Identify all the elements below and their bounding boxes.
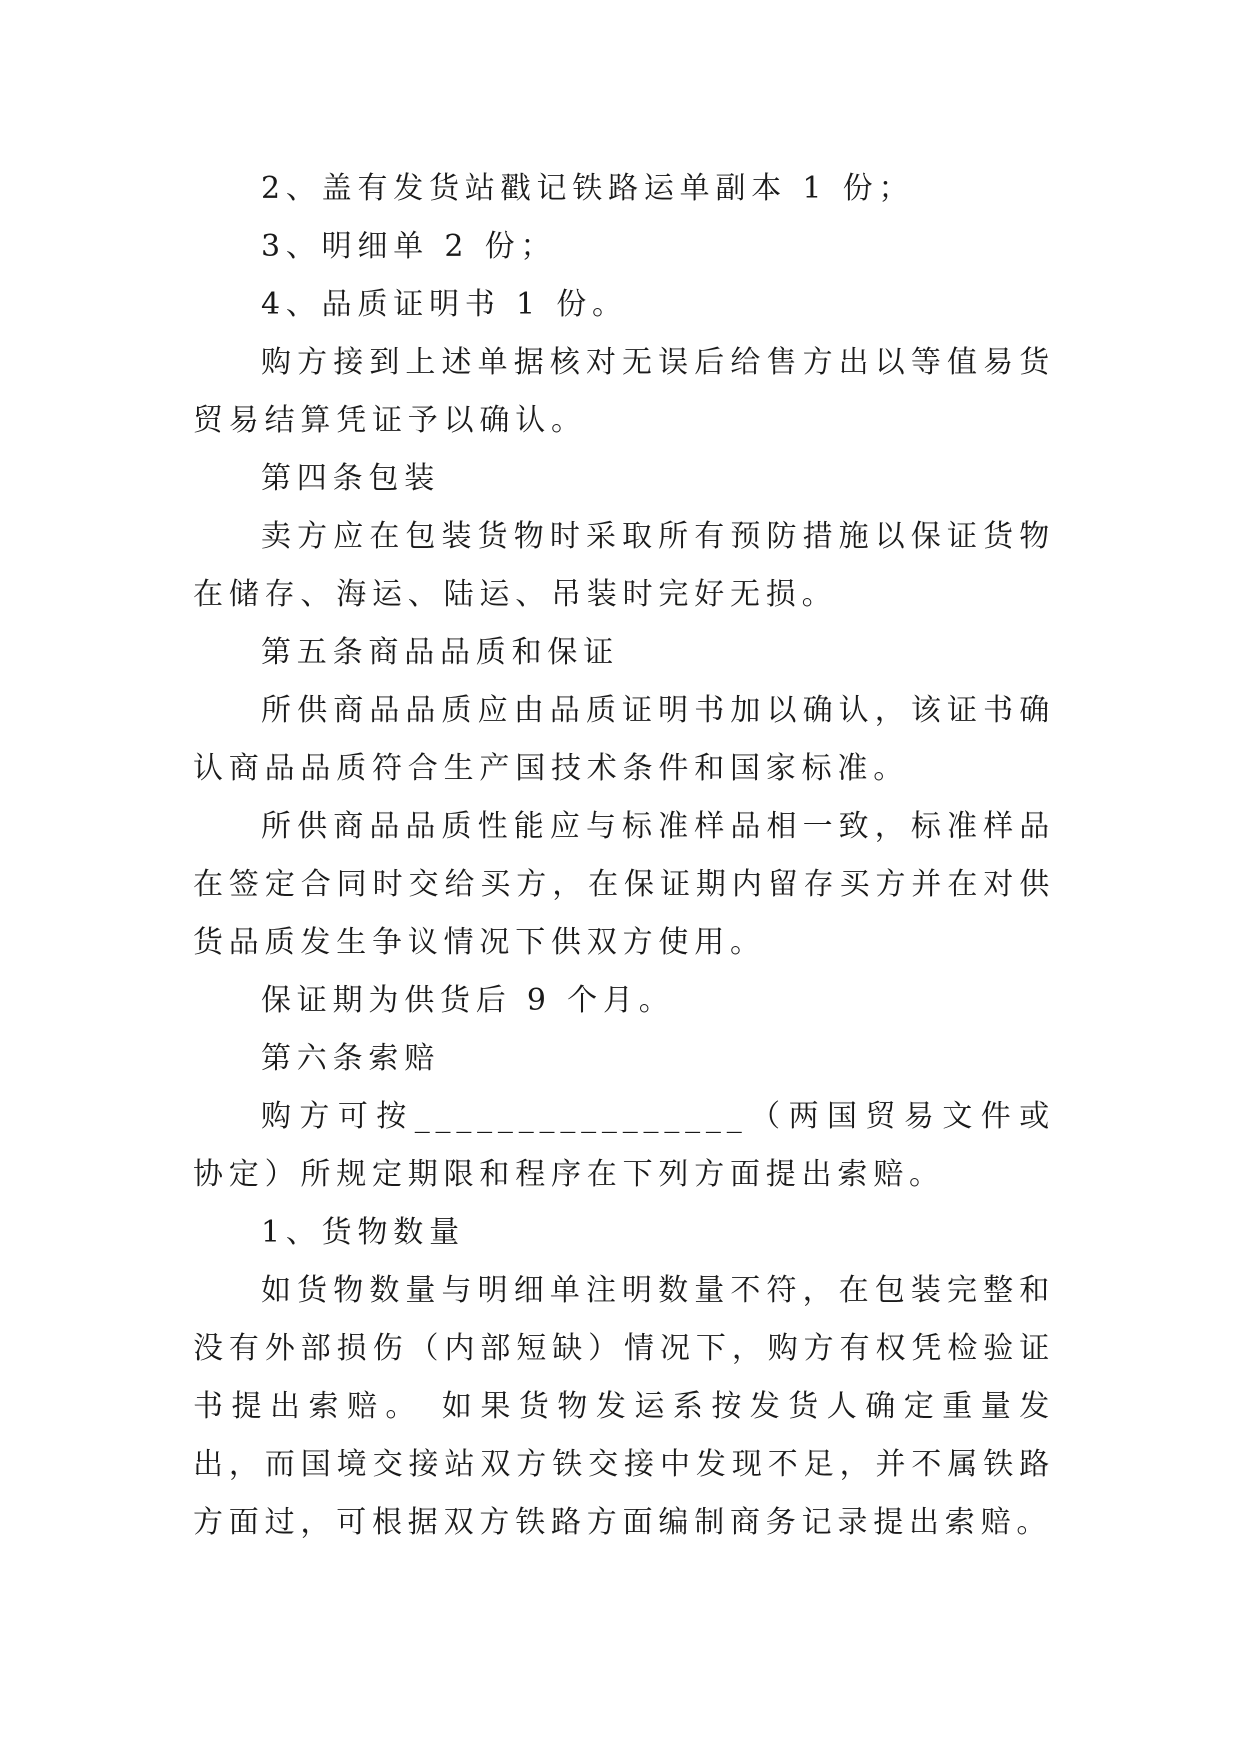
list-item-quantity: 1、货物数量	[261, 1215, 465, 1250]
section-heading-quality: 第五条商品品质和保证	[261, 635, 619, 670]
paragraph-warranty-period: 保证期为供货后 9 个月。	[261, 983, 675, 1018]
section-heading-claims: 第六条索赔	[261, 1041, 440, 1076]
paragraph-claims-basis: 购方可按________________（两国贸易文件或协定）所规定期限和程序在下列方面提出索赔。	[193, 1099, 1055, 1192]
list-item-quality-certificate: 4、品质证明书 1 份。	[261, 287, 628, 322]
paragraph-standard-sample: 所供商品品质性能应与标准样品相一致，标准样品在签定合同时交给买方，在保证期内留存买方并在对供货品质发生争议情况下供双方使用。	[193, 809, 1055, 960]
paragraph-quality-certificate: 所供商品品质应由品质证明书加以确认，该证书确认商品品质符合生产国技术条件和国家标准。	[193, 693, 1055, 786]
paragraph-packaging: 卖方应在包装货物时采取所有预防措施以保证货物在储存、海运、陆运、吊装时完好无损。	[193, 519, 1055, 612]
section-heading-packaging: 第四条包装	[261, 461, 440, 496]
list-item-detail-list: 3、明细单 2 份；	[261, 229, 557, 264]
paragraph-quantity-claims: 如货物数量与明细单注明数量不符，在包装完整和没有外部损伤（内部短缺）情况下，购方有权凭检验证书提出索赔。 如果货物发运系按发货人确定重量发出，而国境交接站双方铁交接中发现不足，并不属铁路方面过，可根据双方铁路方面编制商务记录提出索赔。	[193, 1273, 1055, 1540]
list-item-waybill-copy: 2、盖有发货站戳记铁路运单副本 1 份；	[261, 171, 915, 206]
paragraph-confirmation: 购方接到上述单据核对无误后给售方出以等值易货贸易结算凭证予以确认。	[193, 345, 1055, 438]
document-page	[193, 160, 1055, 1552]
